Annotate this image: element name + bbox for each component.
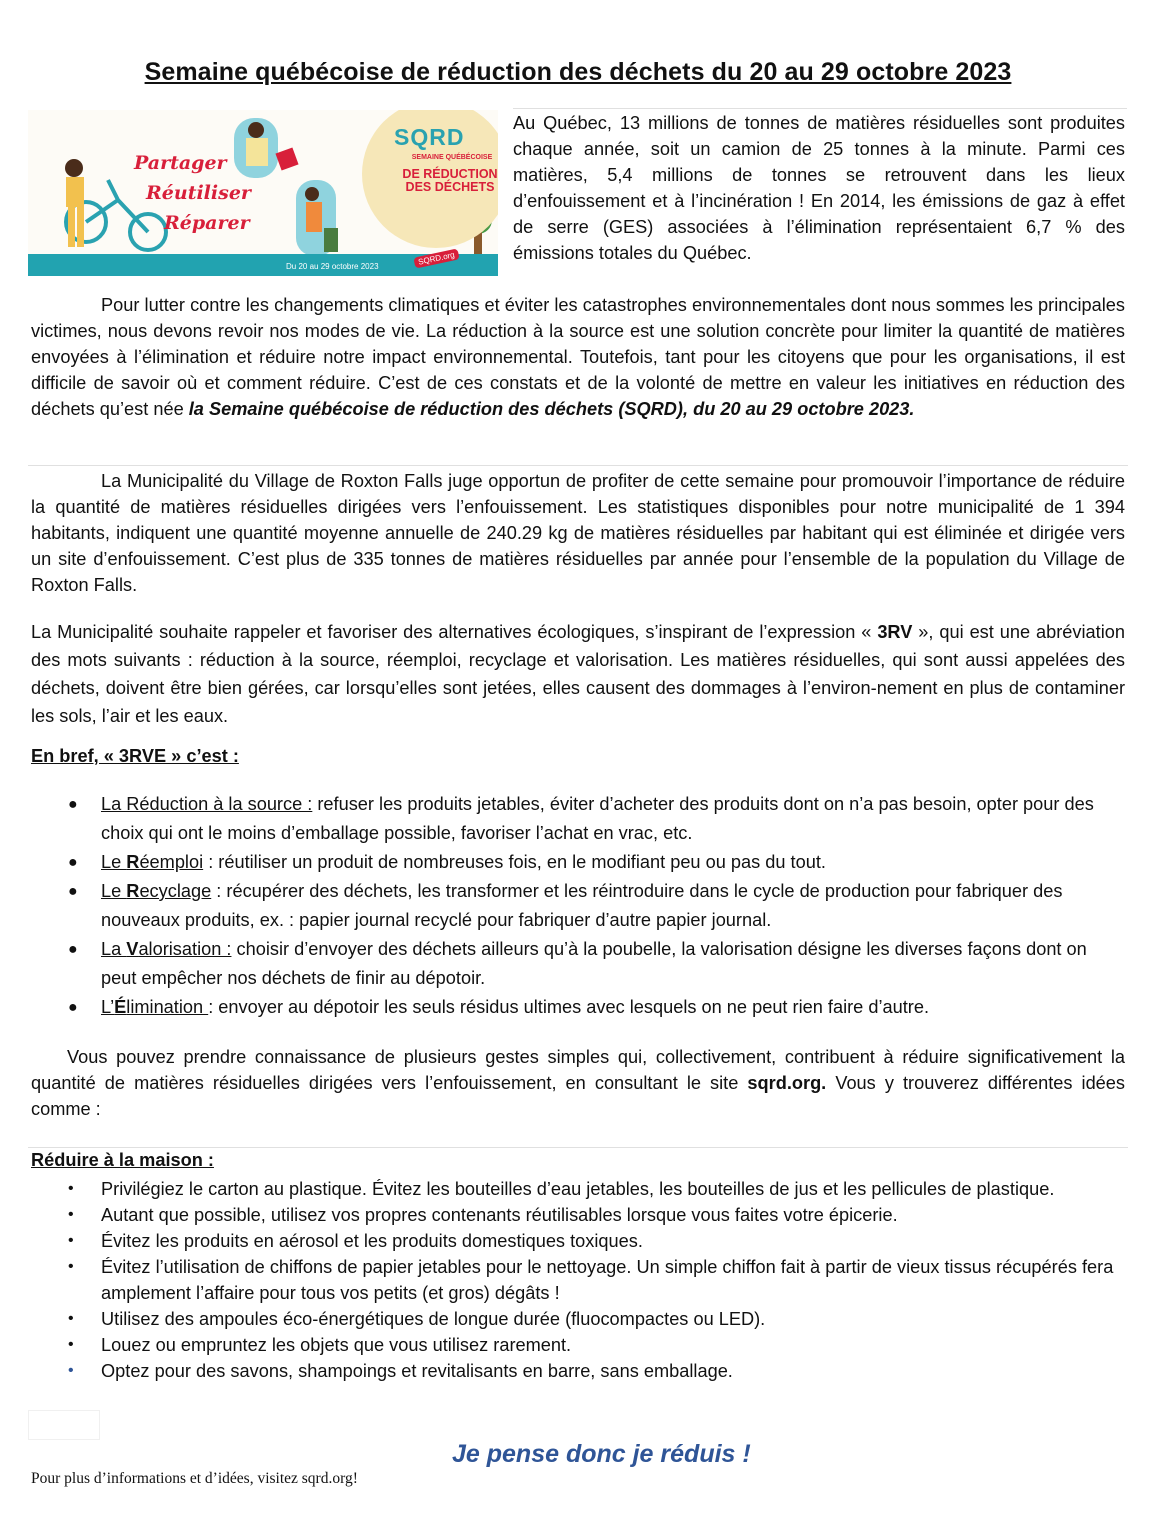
banner-dates: Du 20 au 29 octobre 2023 <box>286 262 379 271</box>
bullet-icon: ● <box>68 999 78 1016</box>
item-text: : récupérer des déchets, les transformer et les réintroduire dans le cycle de production pour fabriquer des nouveaux produits, ex. : papier journal recyclé pour fabriquer d’autre papier journal. <box>101 881 1063 930</box>
item-text: Autant que possible, utilisez vos propres contenants réutilisables lorsque vous faites votre épicerie. <box>101 1205 898 1225</box>
logo-title <box>394 168 498 194</box>
item-term <box>101 881 211 901</box>
term-letter: V <box>126 939 139 959</box>
paragraph-text: Vous y trouverez différentes idées comme : <box>31 1073 1126 1119</box>
list-item <box>31 1254 1125 1306</box>
list-item <box>31 848 1125 877</box>
item-term <box>101 939 231 959</box>
term-3rv: 3RV <box>877 622 913 642</box>
term-suffix: limination <box>126 997 209 1017</box>
sqrd-banner-image <box>28 110 498 276</box>
term-letter: É <box>114 997 127 1017</box>
paragraph-sqrd-site <box>31 1044 1125 1122</box>
bullet-icon: • <box>68 1180 74 1197</box>
footer-note: Pour plus d’informations et d’idées, visitez sqrd.org! <box>31 1470 358 1487</box>
paragraph-text: », qui est une abréviation des mots suivants : réduction à la source, réemploi, recyclage et valorisation. Les matières résiduelles, qui sont aussi appelées des déchets, doivent être bien gérées, car lorsqu’elles sont jetées, elles causent des dommages à l’environ-nement en plus de contaminer les sols, l’air et les eaux. <box>31 622 1125 726</box>
item-term <box>101 852 203 872</box>
banner-slogans <box>134 148 251 238</box>
divider <box>513 108 1127 109</box>
site-link[interactable]: sqrd.org. <box>747 1073 827 1093</box>
term-letter: R <box>126 881 140 901</box>
banner-word: Réutiliser <box>146 182 251 204</box>
item-text: : envoyer au dépotoir les seuls résidus ultimes avec lesquels on ne peut rien faire d’autre. <box>208 997 930 1017</box>
list-item <box>31 1306 1125 1332</box>
bullet-icon: ● <box>68 796 78 813</box>
term-prefix: La <box>101 939 127 959</box>
item-text: Évitez l’utilisation de chiffons de papier jetables pour le nettoyage. Un simple chiffon fait à partir de vieux tissus récupérés fera amplement l’affaire pour tous vos petits (et gros) dégâts ! <box>101 1257 1114 1303</box>
paragraph-text: Pour lutter contre les changements climatiques et éviter les catastrophes environnementales dont nous sommes les principales victimes, nous devons revoir nos modes de vie. La réduction à la source est une solution concrète pour limiter la quantité de matières envoyées à l’élimination et réduire notre impact environnemental. Toutefois, tant pour les citoyens que pour les organisations, il est difficile de savoir où et comment réduire. C’est de ces constats et de la volonté de mettre en valeur les initiatives en réduction des déchets qu’est née <box>31 295 1125 419</box>
sqrd-emphasis: la Semaine québécoise de réduction des déchets (SQRD), du 20 au 29 octobre 2023. <box>188 399 915 419</box>
list-item <box>31 790 1125 848</box>
paragraph-text: La Municipalité souhaite rappeler et favoriser des alternatives écologiques, s’inspirant de l’expression « <box>31 622 878 642</box>
item-term: La Réduction à la source : <box>101 794 313 814</box>
bullet-icon: • <box>68 1232 74 1249</box>
bullet-icon: ● <box>68 854 78 871</box>
term-suffix: éemploi <box>139 852 204 872</box>
logo-title-line1: DE RÉDUCTION <box>402 167 498 181</box>
list-item <box>31 1176 1125 1202</box>
item-text: : réutiliser un produit de nombreuses fois, en le modifiant peu ou pas du tout. <box>203 852 826 872</box>
list-item <box>31 935 1125 993</box>
item-text: Évitez les produits en aérosol et les produits domestiques toxiques. <box>101 1231 643 1251</box>
bullet-icon: ● <box>68 941 78 958</box>
item-text: Optez pour des savons, shampoings et revitalisants en barre, sans emballage. <box>101 1361 733 1381</box>
section-heading-reduire: Réduire à la maison : <box>31 1150 214 1170</box>
paragraph-climate <box>31 292 1125 422</box>
paragraph-3rv <box>31 618 1125 730</box>
bullet-icon: • <box>68 1310 74 1327</box>
divider <box>28 465 1128 466</box>
term-prefix: Le <box>101 881 127 901</box>
item-term <box>101 997 208 1017</box>
bullet-icon: • <box>68 1336 74 1353</box>
bullet-icon: • <box>68 1206 74 1223</box>
divider <box>28 1147 1128 1148</box>
banner-url: SQRD.org <box>413 248 459 268</box>
bullet-icon: • <box>68 1362 74 1379</box>
logo-subtitle: SEMAINE QUÉBÉCOISE <box>411 154 493 161</box>
list-item <box>31 1332 1125 1358</box>
term-letter: R <box>126 852 140 872</box>
item-text: Louez ou empruntez les objets que vous utilisez rarement. <box>101 1335 572 1355</box>
empty-box <box>28 1410 100 1440</box>
intro-paragraph: Au Québec, 13 millions de tonnes de matières résiduelles sont produites chaque année, soit un camion de 25 tonnes à la minute. Parmi ces matières, 5,4 millions de tonnes se retrouvent dans les lieux d’enfouissement et à l’incinération ! En 2014, les émissions de gaz à effet de serre (GES) associées à l’élimination représentaient 6,7 % des émissions totales du Québec. <box>513 113 1125 263</box>
item-text: choisir d’envoyer des déchets ailleurs qu’à la poubelle, la valorisation désigne les diverses façons dont on peut empêcher nos déchets de finir au dépotoir. <box>101 939 1087 988</box>
slogan: Je pense donc je réduis ! <box>452 1440 751 1468</box>
term-prefix: L’ <box>101 997 115 1017</box>
logo-title-line2: DES DÉCHETS <box>405 180 495 194</box>
sqrd-logo: SQRD <box>394 124 465 150</box>
list-item <box>31 1228 1125 1254</box>
term-suffix: alorisation : <box>138 939 232 959</box>
item-text: Utilisez des ampoules éco-énergétiques de longue durée (fluocompactes ou LED). <box>101 1309 766 1329</box>
banner-word: Réparer <box>164 212 250 234</box>
item-text: Privilégiez le carton au plastique. Évitez les bouteilles d’eau jetables, les bouteilles de jus et les pellicules de plastique. <box>101 1179 1055 1199</box>
bullet-icon: ● <box>68 883 78 900</box>
paragraph-roxton: La Municipalité du Village de Roxton Falls juge opportun de profiter de cette semaine pour promouvoir l’importance de réduire la quantité de matières résiduelles dirigées vers l’enfouissement. Les statistiques disponibles pour notre municipalité de 1 394 habitants, indiquent une quantité moyenne annuelle de 240.29 kg de matières résiduelles par habitant qui est éliminée et dirigée vers un site d’enfouissement. C’est plus de 335 tonnes de matières résiduelles par année pour l’ensemble de la population du Village de Roxton Falls. <box>31 471 1125 595</box>
list-item <box>31 877 1125 935</box>
term-suffix: ecyclage <box>139 881 212 901</box>
banner-word: Partager <box>134 152 227 174</box>
term-prefix: Le <box>101 852 127 872</box>
list-item <box>31 1358 1125 1384</box>
paragraph-text: Vous pouvez prendre connaissance de plusieurs gestes simples qui, collectivement, contribuent à réduire significativement la quantité de matières résiduelles dirigées vers l’enfouissement, en consultant le site <box>31 1047 1125 1093</box>
section-heading-3rve: En bref, « 3RVE » c’est : <box>31 746 239 766</box>
item-text: refuser les produits jetables, éviter d’acheter des produits dont on n’a pas besoin, opter pour des choix qui ont le moins d’emballage possible, favoriser l’achat en vrac, etc. <box>101 794 1094 843</box>
rve-list <box>31 790 1125 1022</box>
list-item <box>31 1202 1125 1228</box>
page-title: Semaine québécoise de réduction des déchets du 20 au 29 octobre 2023 <box>144 58 1012 86</box>
list-item <box>31 993 1125 1022</box>
bullet-icon: • <box>68 1258 74 1275</box>
reduire-list <box>31 1176 1125 1384</box>
